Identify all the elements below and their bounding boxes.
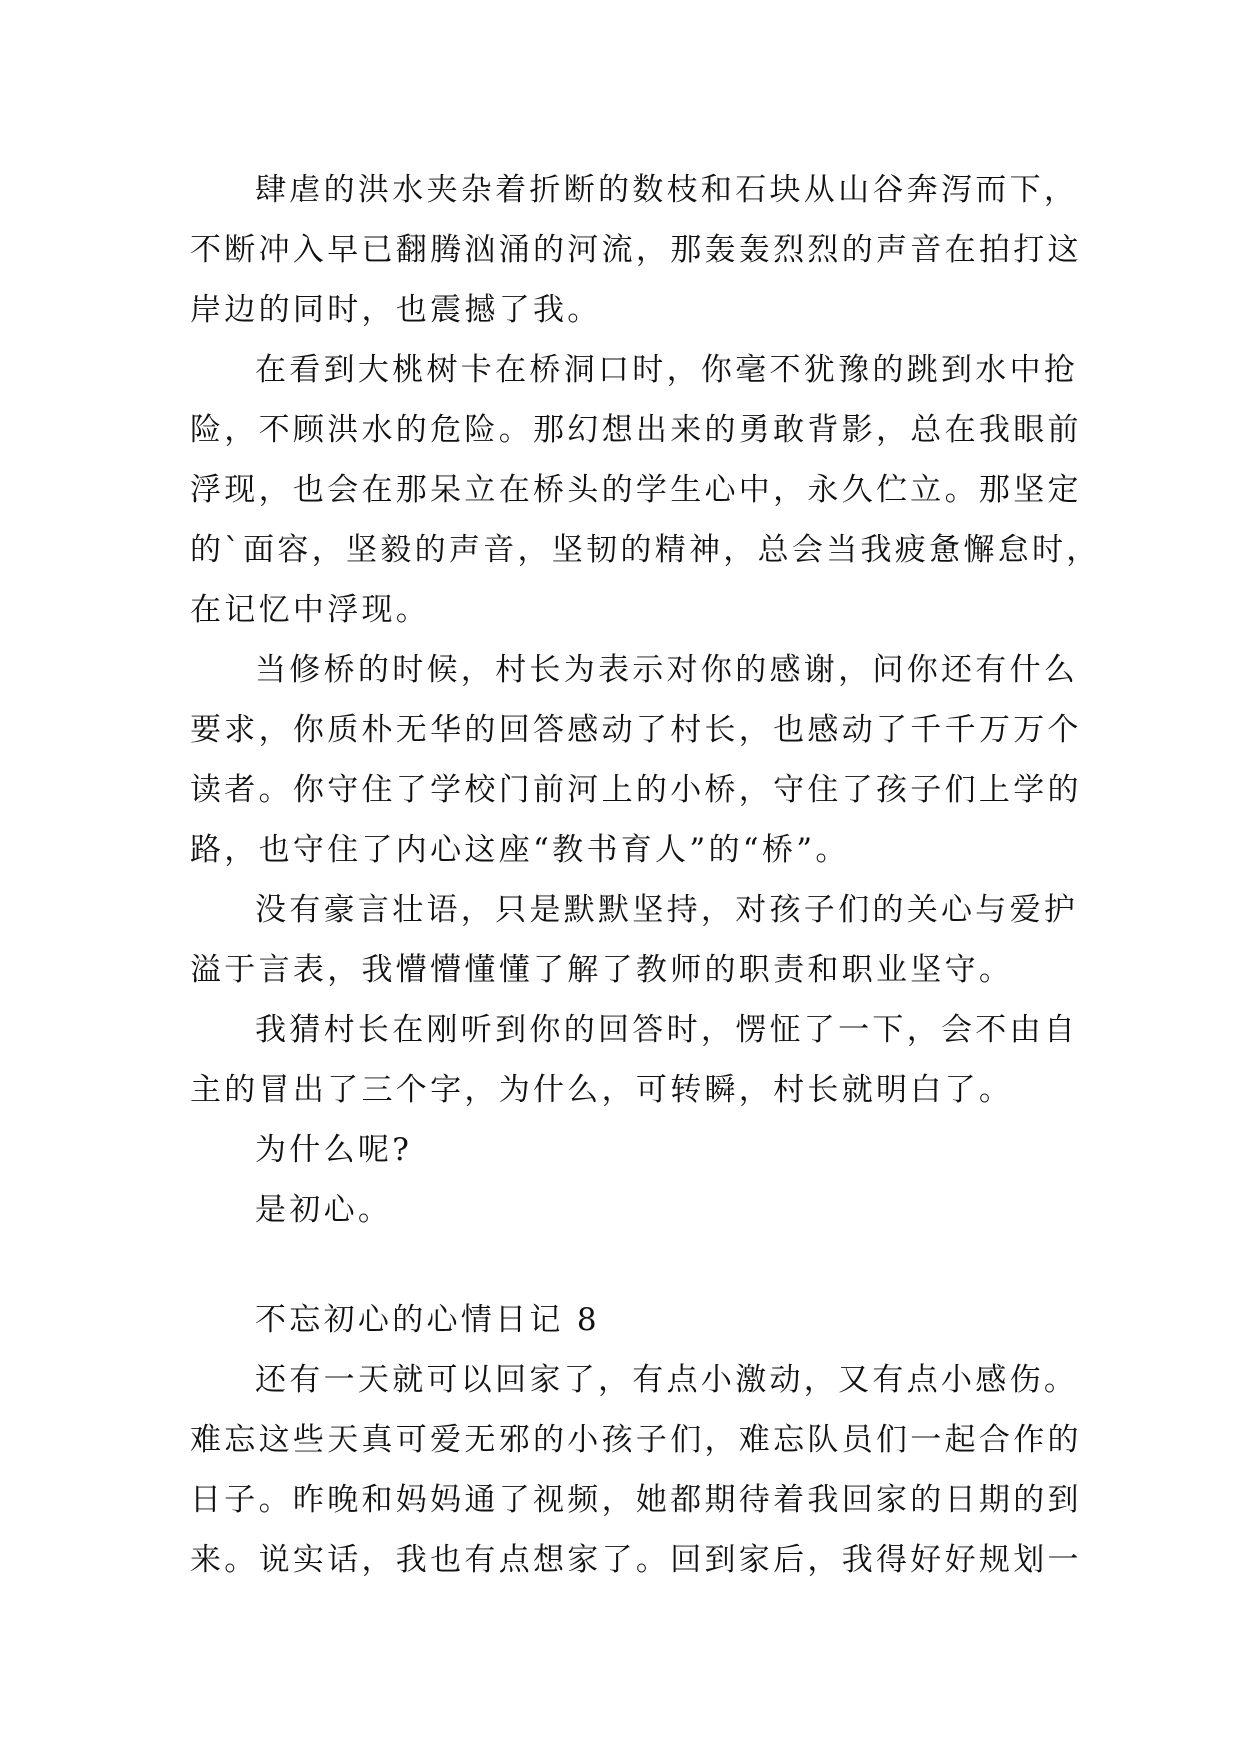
paragraph-1-line-1: 肆虐的洪水夹杂着折断的数枝和石块从山谷奔泻而下， [255, 172, 1079, 208]
paragraph-2-line-5: 在记忆中浮现。 [190, 592, 431, 628]
paragraph-2-line-4: 的`面容，坚毅的声音，坚韧的精神，总会当我疲惫懈怠时， [190, 532, 1101, 568]
paragraph-4-line-2: 溢于言表，我懵懵懂懂了解了教师的职责和职业坚守。 [190, 952, 1014, 988]
paragraph-2-line-3: 浮现，也会在那呆立在桥头的学生心中，永久伫立。那坚定 [190, 472, 1082, 508]
paragraph-3-line-2: 要求，你质朴无华的回答感动了村长，也感动了千千万万个 [190, 712, 1082, 748]
paragraph-3-line-4: 路，也守住了内心这座“教书育人”的“桥”。 [190, 832, 850, 868]
paragraph-4-line-1: 没有豪言壮语，只是默默坚持，对孩子们的关心与爱护 [255, 892, 1079, 928]
paragraph-1-line-2: 不断冲入早已翻腾汹涌的河流，那轰轰烈烈的声音在拍打这 [190, 232, 1082, 268]
paragraph-3-line-1: 当修桥的时候，村长为表示对你的感谢，问你还有什么 [255, 652, 1079, 688]
section-paragraph-line-1: 还有一天就可以回家了，有点小激动，又有点小感伤。 [255, 1362, 1079, 1398]
paragraph-3-line-3: 读者。你守住了学校门前河上的小桥，守住了孩子们上学的 [190, 772, 1082, 808]
section-title: 不忘初心的心情日记 8 [255, 1302, 600, 1338]
paragraph-5-line-2: 主的冒出了三个字，为什么，可转瞬，村长就明白了。 [190, 1072, 1014, 1108]
paragraph-7-line-1: 是初心。 [255, 1192, 393, 1228]
paragraph-2-line-2: 险，不顾洪水的危险。那幻想出来的勇敢背影，总在我眼前 [190, 412, 1082, 448]
paragraph-5-line-1: 我猜村长在刚听到你的回答时，愣怔了一下，会不由自 [255, 1012, 1079, 1048]
section-paragraph-line-3: 日子。昨晚和妈妈通了视频，她都期待着我回家的日期的到 [190, 1482, 1082, 1518]
paragraph-2-line-1: 在看到大桃树卡在桥洞口时，你毫不犹豫的跳到水中抢 [255, 352, 1079, 388]
section-paragraph-line-4: 来。说实话，我也有点想家了。回到家后，我得好好规划一 [190, 1542, 1082, 1578]
section-paragraph-line-2: 难忘这些天真可爱无邪的小孩子们，难忘队员们一起合作的 [190, 1422, 1082, 1458]
paragraph-6-line-1: 为什么呢? [255, 1132, 413, 1168]
paragraph-1-line-3: 岸边的同时，也震撼了我。 [190, 292, 602, 328]
